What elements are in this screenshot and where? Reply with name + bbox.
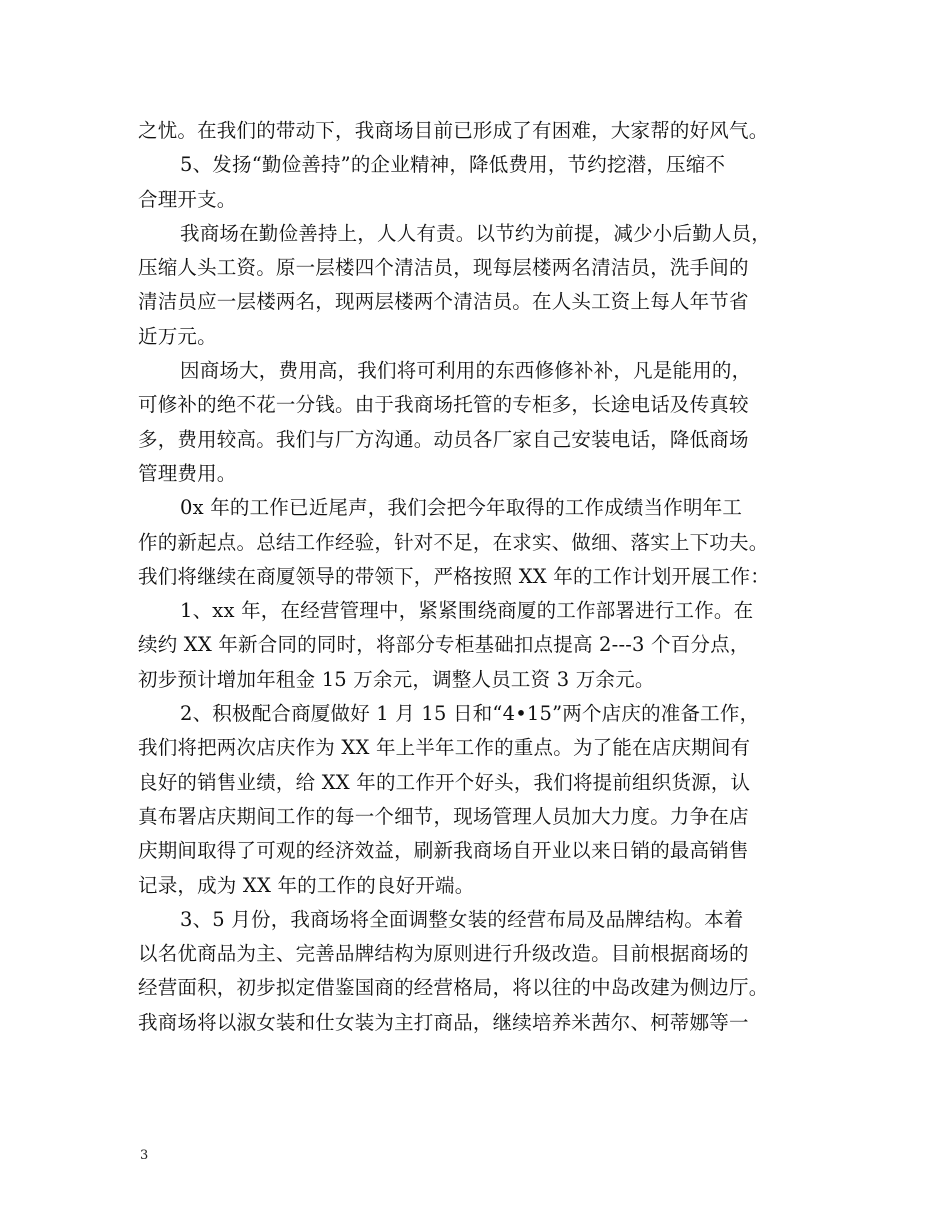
text-line: 5、发扬“勤俭善持”的企业精神，降低费用，节约挖潜，压缩不 xyxy=(180,153,726,177)
text-line: 我们将把两次店庆作为 XX 年上半年工作的重点。为了能在店庆期间有 xyxy=(138,736,751,760)
text-line: 我们将继续在商厦领导的带领下，严格按照 XX 年的工作计划开展工作： xyxy=(138,564,770,588)
text-line: 管理费用。 xyxy=(138,461,237,485)
text-line: 3、5 月份，我商场将全面调整女装的经营布局及品牌结构。本着 xyxy=(180,907,744,931)
text-line: 我商场将以淑女装和仕女装为主打商品，继续培养米茜尔、柯蒂娜等一 xyxy=(138,1010,749,1034)
text-line: 作的新起点。总结工作经验，针对不足，在求实、做细、落实上下功夫。 xyxy=(138,530,769,554)
text-line: 1、xx 年，在经营管理中，紧紧围绕商厦的工作部署进行工作。在 xyxy=(180,599,754,623)
text-line: 良好的销售业绩，给 XX 年的工作开个好头，我们将提前组织货源，认 xyxy=(138,770,751,794)
text-line: 多，费用较高。我们与厂方沟通。动员各厂家自己安装电话，降低商场 xyxy=(138,427,749,451)
text-line: 因商场大，费用高，我们将可利用的东西修修补补，凡是能用的， xyxy=(180,359,752,383)
page-number: 3 xyxy=(140,1148,149,1163)
text-line: 以名优商品为主、完善品牌结构为原则进行升级改造。目前根据商场的 xyxy=(138,942,749,966)
text-line: 合理开支。 xyxy=(138,187,237,211)
text-line: 2、积极配合商厦做好 1 月 15 日和“4•15”两个店庆的准备工作， xyxy=(180,702,760,726)
text-line: 之忧。在我们的带动下，我商场目前已形成了有困难，大家帮的好风气。 xyxy=(138,119,769,142)
text-line: 可修补的绝不花一分钱。由于我商场托管的专柜多，长途电话及传真较 xyxy=(138,393,749,417)
text-line: 记录，成为 XX 年的工作的良好开端。 xyxy=(138,873,475,897)
text-line: 0x 年的工作已近尾声，我们会把今年取得的工作成绩当作明年工 xyxy=(180,496,743,520)
text-line: 庆期间取得了可观的经济效益，刷新我商场自开业以来日销的最高销售 xyxy=(138,839,749,863)
text-line: 我商场在勤俭善持上，人人有责。以节约为前提，减少小后勤人员， xyxy=(180,221,772,245)
text-line: 初步预计增加年租金 15 万余元，调整人员工资 3 万余元。 xyxy=(138,667,655,691)
text-line: 真布署店庆期间工作的每一个细节，现场管理人员加大力度。力争在店 xyxy=(138,804,749,828)
body-text xyxy=(138,114,828,1040)
text-line: 近万元。 xyxy=(138,324,217,348)
text-line: 清洁员应一层楼两名，现两层楼两个清洁员。在人头工资上每人年节省 xyxy=(138,290,749,314)
text-line: 经营面积，初步拟定借鉴国商的经营格局，将以往的中岛改建为侧边厅。 xyxy=(138,976,769,1000)
text-line: 续约 XX 年新合同的同时，将部分专柜基础扣点提高 2---3 个百分点， xyxy=(138,633,750,657)
text-line: 压缩人头工资。原一层楼四个清洁员，现每层楼两名清洁员，洗手间的 xyxy=(138,256,749,280)
